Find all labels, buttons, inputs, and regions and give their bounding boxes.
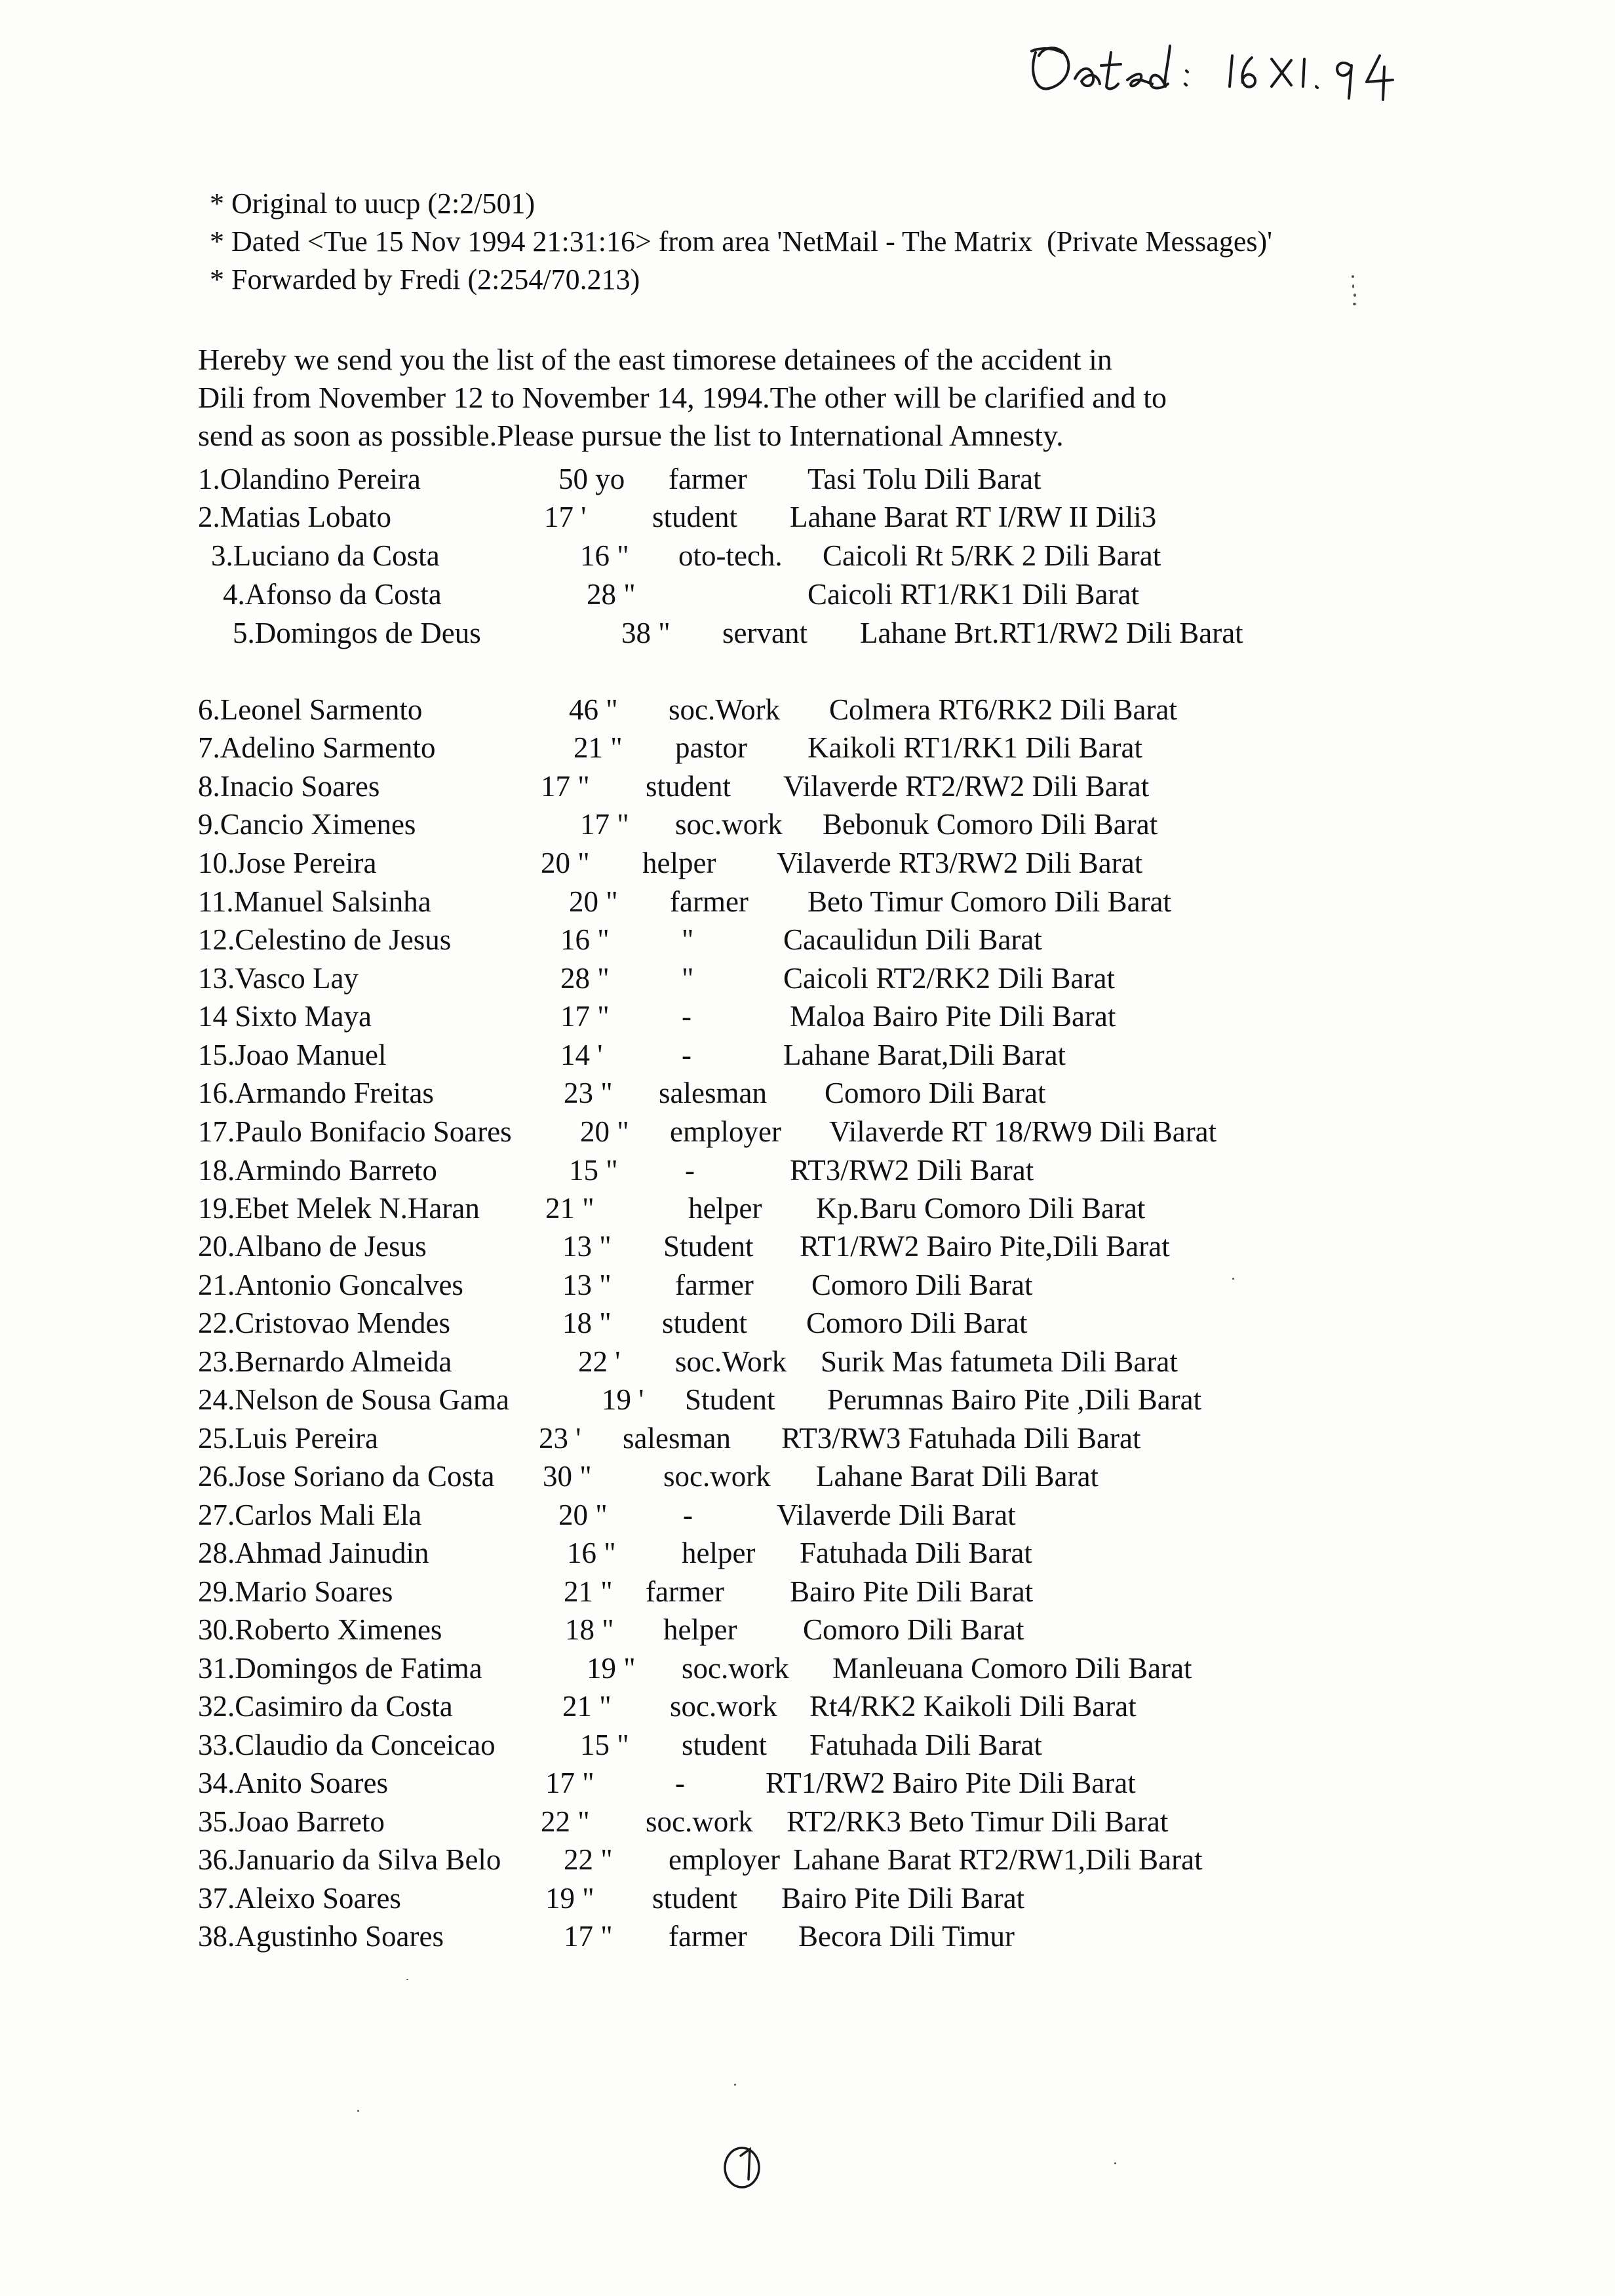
detainee-age: 17 '	[544, 501, 587, 533]
intro-line: Dili from November 12 to November 14, 1994.The other will be clarified and to	[198, 381, 1167, 414]
detainee-age: 46 "	[569, 693, 618, 726]
intro-paragraph	[198, 341, 1443, 455]
detainee-name: 9.Cancio Ximenes	[198, 808, 416, 841]
detainee-occupation: soc.work	[646, 1805, 753, 1838]
detainee-occupation: employer	[669, 1843, 780, 1876]
detainee-address: Caicoli RT2/RK2 Dili Barat	[783, 962, 1115, 995]
detainee-occupation: farmer	[669, 463, 747, 495]
detainee-address: Caicoli RT1/RK1 Dili Barat	[808, 578, 1139, 611]
detainee-address: RT1/RW2 Bairo Pite,Dili Barat	[800, 1230, 1170, 1263]
detainee-name: 16.Armando Freitas	[198, 1077, 434, 1109]
detainee-occupation: helper	[663, 1613, 737, 1646]
detainee-age: 23 '	[539, 1422, 581, 1455]
detainee-occupation: -	[675, 1767, 685, 1799]
detainee-occupation: soc.Work	[675, 1345, 787, 1378]
detainee-address: Cacaulidun Dili Barat	[783, 923, 1042, 956]
detainee-address: RT2/RK3 Beto Timur Dili Barat	[787, 1805, 1169, 1838]
detainee-address: Vilaverde RT 18/RW9 Dili Barat	[829, 1115, 1217, 1148]
detainee-name: 28.Ahmad Jainudin	[198, 1537, 429, 1569]
detainee-address: Colmera RT6/RK2 Dili Barat	[829, 693, 1177, 726]
detainee-age: 38 "	[621, 617, 671, 649]
detainee-age: 28 "	[587, 578, 636, 611]
detainee-occupation: servant	[722, 617, 808, 649]
detainee-occupation: Student	[685, 1383, 775, 1416]
detainee-occupation: "	[682, 962, 694, 995]
detainee-address: Perumnas Bairo Pite ,Dili Barat	[827, 1383, 1202, 1416]
detainee-occupation: student	[652, 501, 737, 533]
detainee-name: 19.Ebet Melek N.Haran	[198, 1192, 480, 1225]
page-number-drawing	[714, 2130, 780, 2195]
detainee-occupation: soc.work	[670, 1690, 777, 1723]
detainee-name: 25.Luis Pereira	[198, 1422, 378, 1455]
detainee-age: 22 "	[564, 1843, 613, 1876]
margin-speck	[1352, 275, 1354, 278]
detainee-occupation: soc.Work	[669, 693, 781, 726]
header-line-original: * Original to uucp (2:2/501)	[210, 187, 535, 220]
detainee-occupation: soc.work	[682, 1652, 789, 1685]
detainee-age: 15 "	[580, 1729, 629, 1761]
detainee-name: 23.Bernardo Almeida	[198, 1345, 452, 1378]
detainee-occupation: oto-tech.	[678, 539, 783, 572]
detainee-address: Becora Dili Timur	[798, 1920, 1015, 1953]
margin-speck	[1353, 294, 1356, 297]
message-header	[210, 185, 1272, 299]
paper-speck	[1114, 2162, 1116, 2164]
detainee-address: Fatuhada Dili Barat	[800, 1537, 1032, 1569]
detainee-name: 26.Jose Soriano da Costa	[198, 1460, 495, 1493]
detainee-address: Lahane Barat RT I/RW II Dili3	[790, 501, 1157, 533]
detainee-name: 12.Celestino de Jesus	[198, 923, 452, 956]
detainee-name: 2.Matias Lobato	[198, 501, 391, 533]
detainee-occupation: helper	[682, 1537, 756, 1569]
detainee-age: 19 '	[602, 1383, 644, 1416]
detainee-address: Caicoli Rt 5/RK 2 Dili Barat	[823, 539, 1161, 572]
detainee-name: 11.Manuel Salsinha	[198, 885, 431, 918]
detainee-name: 27.Carlos Mali Ela	[198, 1499, 422, 1531]
detainee-name: 17.Paulo Bonifacio Soares	[198, 1115, 512, 1148]
detainee-name: 13.Vasco Lay	[198, 962, 359, 995]
detainee-occupation: salesman	[659, 1077, 767, 1109]
detainee-name: 32.Casimiro da Costa	[198, 1690, 453, 1723]
detainee-address: Bairo Pite Dili Barat	[790, 1575, 1034, 1608]
detainee-address: Kp.Baru Comoro Dili Barat	[816, 1192, 1146, 1225]
detainee-address: Comoro Dili Barat	[811, 1269, 1033, 1301]
detainee-age: 17 "	[545, 1767, 594, 1799]
detainee-name: 3.Luciano da Costa	[211, 539, 440, 572]
detainee-occupation: soc.work	[675, 808, 783, 841]
detainee-name: 24.Nelson de Sousa Gama	[198, 1383, 509, 1416]
detainee-age: 28 "	[560, 962, 610, 995]
detainee-name: 22.Cristovao Mendes	[198, 1307, 450, 1339]
detainee-name: 20.Albano de Jesus	[198, 1230, 427, 1263]
header-line-dated: * Dated <Tue 15 Nov 1994 21:31:16> from area 'NetMail - The Matrix (Private Messages)'	[210, 225, 1273, 258]
detainee-address: Manleuana Comoro Dili Barat	[832, 1652, 1192, 1685]
detainee-age: 50 yo	[558, 463, 625, 495]
detainee-address: Lahane Barat Dili Barat	[816, 1460, 1099, 1493]
detainee-name: 38.Agustinho Soares	[198, 1920, 444, 1953]
detainee-name: 10.Jose Pereira	[198, 847, 377, 879]
detainee-age: 19 "	[587, 1652, 636, 1685]
intro-line: send as soon as possible.Please pursue the list to International Amnesty.	[198, 419, 1064, 452]
detainee-name: 35.Joao Barreto	[198, 1805, 385, 1838]
detainee-address: Lahane Barat RT2/RW1,Dili Barat	[793, 1843, 1203, 1876]
detainee-name: 34.Anito Soares	[198, 1767, 388, 1799]
detainee-name: 4.Afonso da Costa	[223, 578, 442, 611]
detainee-name: 31.Domingos de Fatima	[198, 1652, 482, 1685]
detainee-name: 36.Januario da Silva Belo	[198, 1843, 501, 1876]
detainee-age: 17 "	[560, 1000, 610, 1033]
detainee-age: 20 "	[580, 1115, 629, 1148]
detainee-occupation: soc.work	[663, 1460, 771, 1493]
detainee-address: Surik Mas fatumeta Dili Barat	[821, 1345, 1178, 1378]
handwritten-date-note	[1022, 26, 1494, 105]
detainee-name: 6.Leonel Sarmento	[198, 693, 423, 726]
detainee-occupation: helper	[688, 1192, 762, 1225]
detainee-occupation: farmer	[670, 885, 749, 918]
detainee-address: Comoro Dili Barat	[825, 1077, 1046, 1109]
detainee-age: 21 "	[562, 1690, 612, 1723]
detainee-occupation: Student	[663, 1230, 754, 1263]
detainee-age: 16 "	[580, 539, 629, 572]
detainee-occupation: -	[682, 1039, 691, 1071]
detainee-address: RT3/RW2 Dili Barat	[790, 1154, 1034, 1187]
detainee-address: Vilaverde RT2/RW2 Dili Barat	[783, 770, 1150, 803]
detainee-age: 20 "	[558, 1499, 608, 1531]
paper-speck	[1232, 1278, 1234, 1280]
detainee-age: 15 "	[569, 1154, 618, 1187]
detainee-age: 20 "	[541, 847, 590, 879]
page-number	[714, 2130, 780, 2195]
detainee-occupation: farmer	[646, 1575, 724, 1608]
detainee-address: Bairo Pite Dili Barat	[781, 1882, 1025, 1915]
detainee-age: 13 "	[562, 1230, 612, 1263]
detainee-occupation: student	[652, 1882, 737, 1915]
detainee-occupation: student	[662, 1307, 747, 1339]
detainee-address: Vilaverde RT3/RW2 Dili Barat	[777, 847, 1143, 879]
detainee-occupation: salesman	[623, 1422, 731, 1455]
detainee-name: 14 Sixto Maya	[198, 1000, 372, 1033]
header-line-forwarded: * Forwarded by Fredi (2:254/70.213)	[210, 263, 640, 296]
detainee-age: 16 "	[567, 1537, 616, 1569]
detainee-address: Lahane Brt.RT1/RW2 Dili Barat	[860, 617, 1243, 649]
detainee-address: Rt4/RK2 Kaikoli Dili Barat	[809, 1690, 1137, 1723]
detainee-age: 18 "	[562, 1307, 612, 1339]
detainee-name: 37.Aleixo Soares	[198, 1882, 401, 1915]
detainee-occupation: -	[685, 1154, 695, 1187]
margin-speck	[1352, 284, 1354, 288]
detainee-name: 33.Claudio da Conceicao	[198, 1729, 496, 1761]
detainee-name: 21.Antonio Goncalves	[198, 1269, 463, 1301]
detainee-occupation: helper	[642, 847, 716, 879]
detainee-occupation: -	[682, 1000, 691, 1033]
handwritten-date-drawing	[1022, 26, 1494, 105]
detainee-name: 7.Adelino Sarmento	[198, 731, 436, 764]
detainee-age: 17 "	[564, 1920, 613, 1953]
detainee-age: 21 "	[564, 1575, 613, 1608]
detainee-age: 17 "	[580, 808, 629, 841]
detainee-name: 5.Domingos de Deus	[233, 617, 481, 649]
detainee-age: 16 "	[560, 923, 610, 956]
detainee-address: Comoro Dili Barat	[806, 1307, 1028, 1339]
detainee-occupation: farmer	[669, 1920, 747, 1953]
detainee-age: 13 "	[562, 1269, 612, 1301]
detainee-address: Fatuhada Dili Barat	[809, 1729, 1042, 1761]
paper-speck	[406, 1979, 408, 1980]
detainee-age: 17 "	[541, 770, 590, 803]
detainee-age: 14 '	[560, 1039, 603, 1071]
paper-speck	[357, 2110, 359, 2112]
detainee-address: Kaikoli RT1/RK1 Dili Barat	[808, 731, 1142, 764]
detainee-name: 8.Inacio Soares	[198, 770, 380, 803]
detainee-address: Comoro Dili Barat	[803, 1613, 1024, 1646]
intro-line: Hereby we send you the list of the east timorese detainees of the accident in	[198, 343, 1112, 376]
detainee-address: Bebonuk Comoro Dili Barat	[823, 808, 1158, 841]
detainee-occupation: -	[683, 1499, 693, 1531]
detainee-address: Maloa Bairo Pite Dili Barat	[790, 1000, 1116, 1033]
detainee-age: 22 '	[578, 1345, 621, 1378]
detainee-name: 1.Olandino Pereira	[198, 463, 421, 495]
detainee-address: Tasi Tolu Dili Barat	[808, 463, 1041, 495]
detainee-age: 21 "	[545, 1192, 594, 1225]
detainee-address: RT1/RW2 Bairo Pite Dili Barat	[766, 1767, 1136, 1799]
detainee-occupation: "	[682, 923, 694, 956]
detainee-age: 21 "	[574, 731, 623, 764]
detainee-age: 20 "	[569, 885, 618, 918]
detainee-occupation: employer	[670, 1115, 781, 1148]
detainee-address: Vilaverde Dili Barat	[777, 1499, 1016, 1531]
paper-speck	[734, 2084, 736, 2086]
detainee-occupation: farmer	[675, 1269, 754, 1301]
detainee-name: 29.Mario Soares	[198, 1575, 393, 1608]
detainee-occupation: pastor	[675, 731, 747, 764]
detainee-address: RT3/RW3 Fatuhada Dili Barat	[781, 1422, 1141, 1455]
detainee-name: 18.Armindo Barreto	[198, 1154, 437, 1187]
detainee-age: 18 "	[565, 1613, 614, 1646]
detainee-age: 19 "	[545, 1882, 594, 1915]
detainee-address: Beto Timur Comoro Dili Barat	[808, 885, 1172, 918]
detainee-name: 30.Roberto Ximenes	[198, 1613, 442, 1646]
detainee-age: 22 "	[541, 1805, 590, 1838]
detainee-occupation: student	[682, 1729, 767, 1761]
detainee-age: 23 "	[564, 1077, 613, 1109]
margin-speck	[1353, 303, 1356, 305]
detainee-address: Lahane Barat,Dili Barat	[783, 1039, 1066, 1071]
detainee-age: 30 "	[543, 1460, 592, 1493]
detainee-occupation: student	[646, 770, 731, 803]
detainee-name: 15.Joao Manuel	[198, 1039, 387, 1071]
